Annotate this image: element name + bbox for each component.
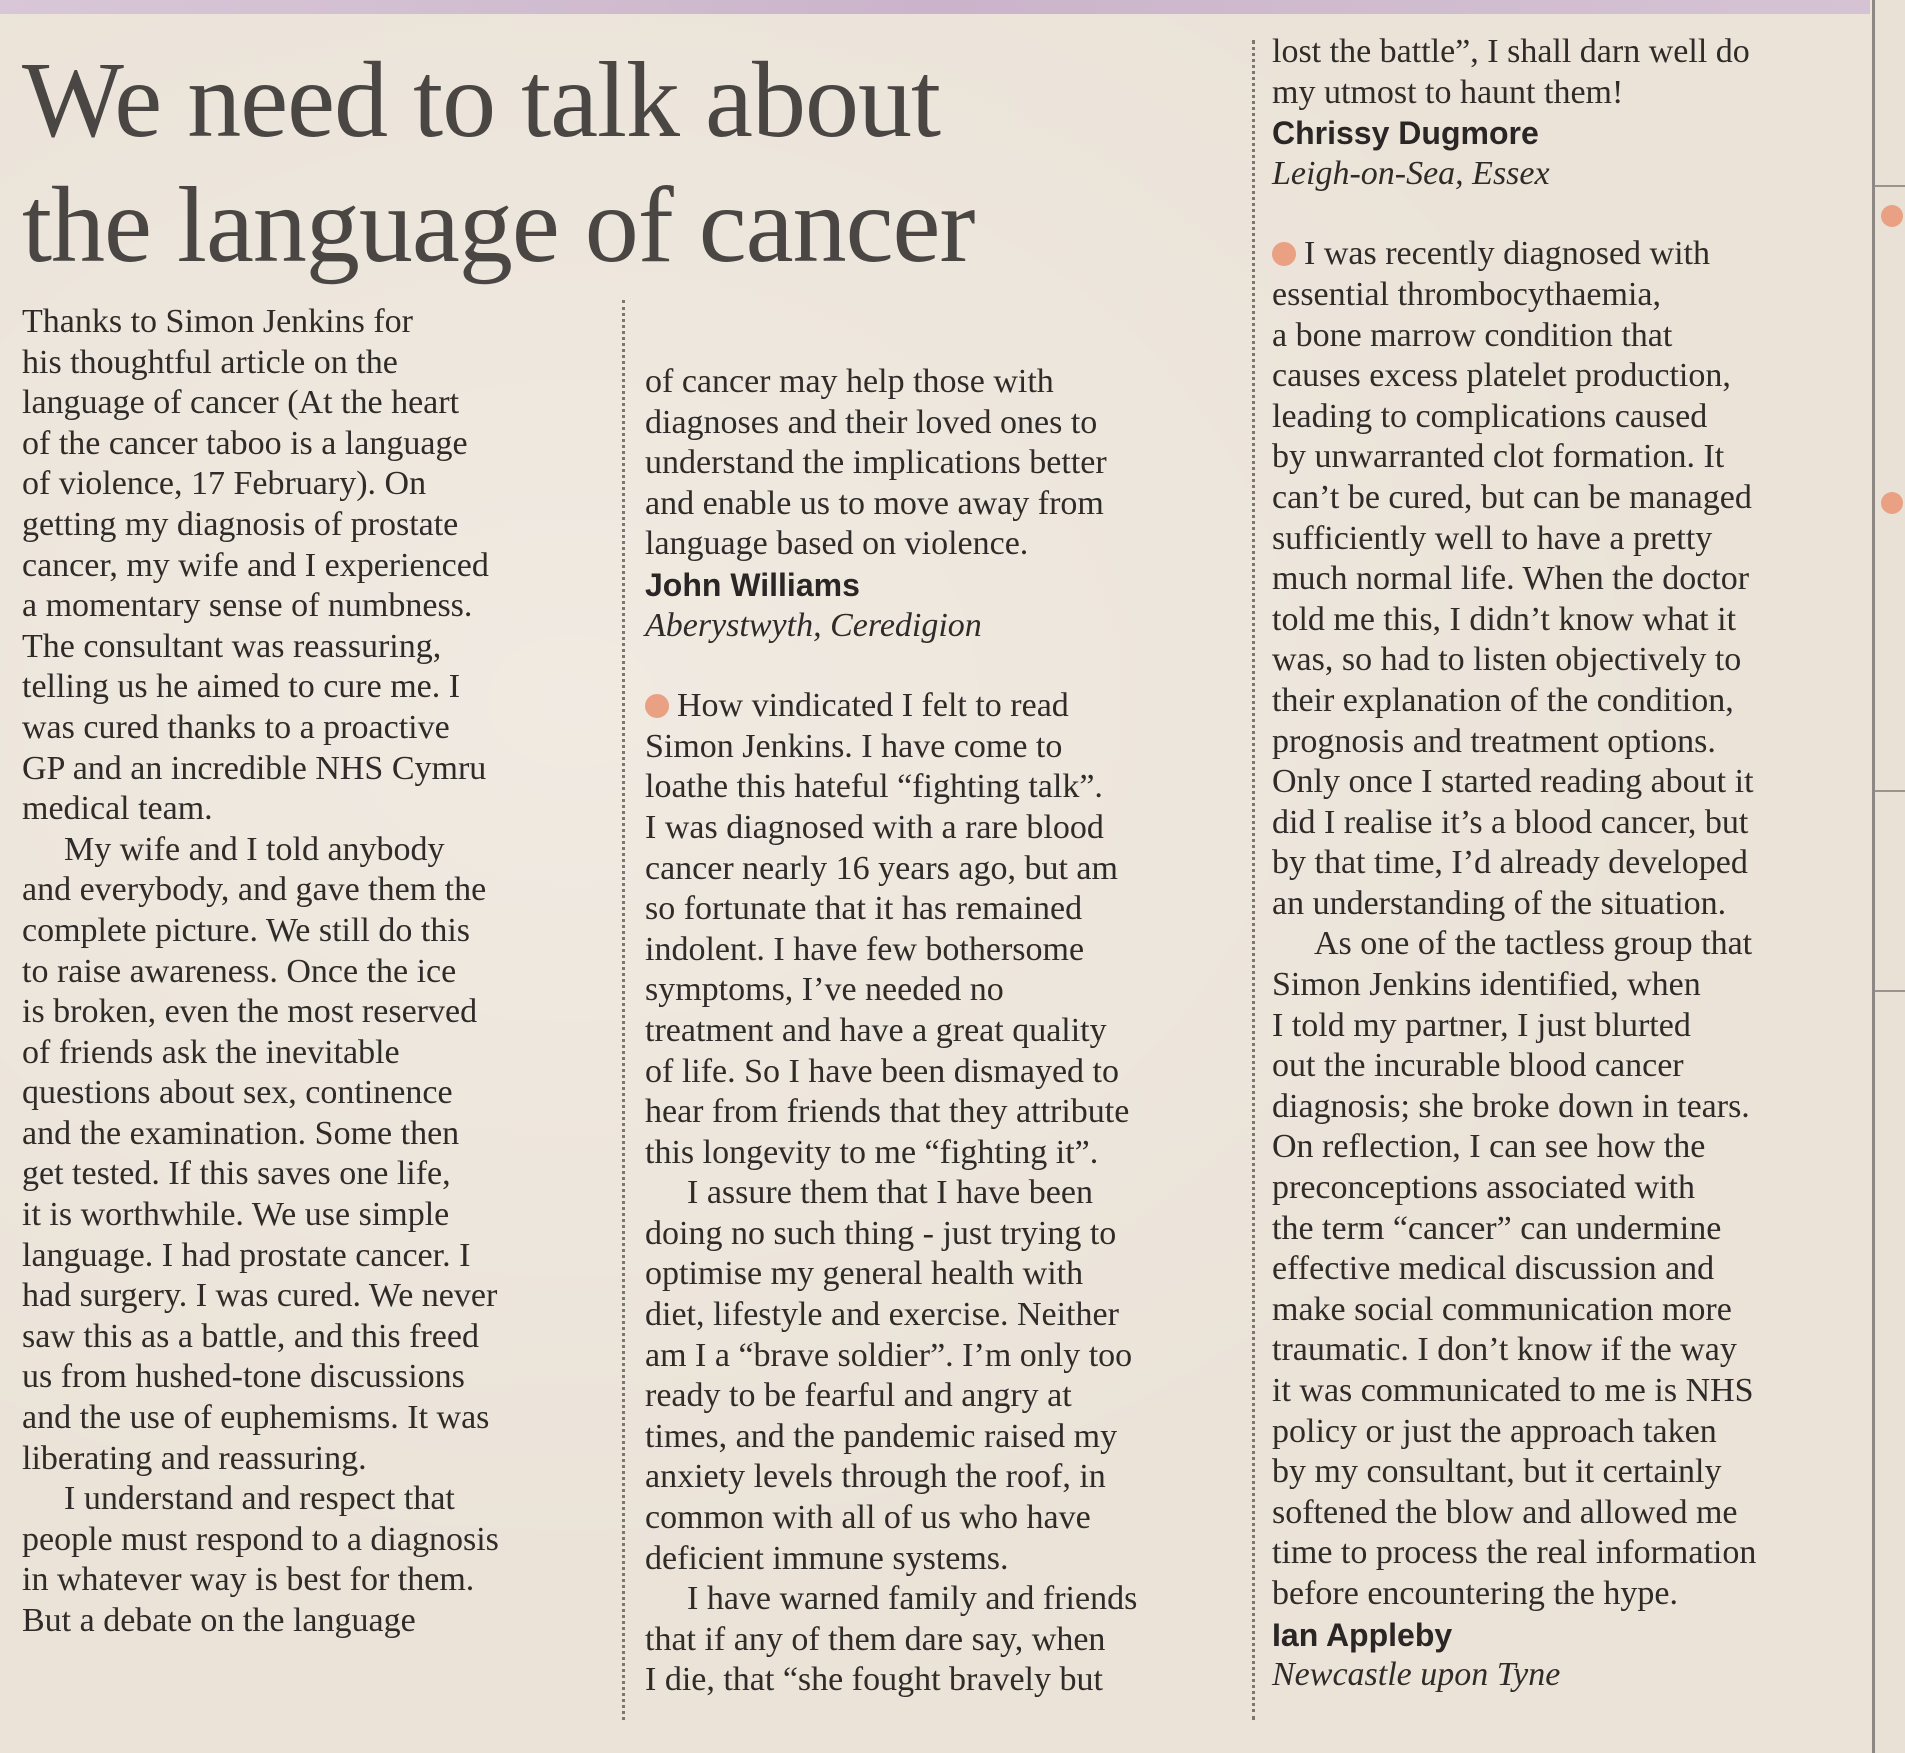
letter1-paragraph-4: of cancer may help those with diagnoses and their loved ones to understand the implications better and enable us to move away from language based on violence. <box>645 363 1107 563</box>
letter1-paragraph-2: My wife and I told anybody and everybody, and gave them the complete picture. We still do this to raise awareness. Once the ice is broken, even the most reserved of friends ask the inevitable questions about sex, continence and the examination. Some then get tested. If this saves one life, it is worthwhile. We use simple language. I had prostate cancer. I had surgery. I was cured. We never saw this as a battle, and this freed us from hushed-tone discussions and the use of euphemisms. It was liberating and reassuring. <box>22 830 498 1477</box>
signature-name-2: Chrissy Dugmore <box>1272 115 1539 152</box>
edge-bullet-dot-icon <box>1881 492 1903 514</box>
column-divider-2 <box>1252 40 1255 1720</box>
letter-spacer <box>1272 194 1872 234</box>
letter-spacer <box>645 646 1235 686</box>
signature-name-1: John Williams <box>645 566 860 603</box>
edge-rule <box>1875 790 1905 792</box>
column-2 <box>645 362 1235 1701</box>
letter3-paragraph-1: I was recently diagnosed with essential thrombocythaemia, a bone marrow condition that causes excess platelet production, leading to complications caused by unwarranted clot formation. It can’t be cured, but can be managed sufficiently well to have a pretty much normal life. When the doctor told me this, I didn’t know what it was, so had to listen objectively to their explanation of the condition, prognosis and treatment options. Only once I started reading about it did I realise it’s a blood cancer, but by that time, I’d already developed an understanding of the situation. <box>1272 235 1754 922</box>
letter2-paragraph-1: How vindicated I felt to read Simon Jenkins. I have come to loathe this hateful “fighting talk”. I was diagnosed with a rare blood cancer nearly 16 years ago, but am so fortunate that it has remained indolent. I have few bothersome symptoms, I’ve needed no treatment and have a great quality of life. So I have been dismayed to hear from friends that they attribute this longevity to me “fighting it”. <box>645 687 1130 1171</box>
bullet-dot-icon <box>1272 242 1296 266</box>
signature-place-3: Newcastle upon Tyne <box>1272 1656 1561 1694</box>
letter2-paragraph-2: I assure them that I have been doing no such thing - just trying to optimise my general health with diet, lifestyle and exercise. Neither am I a “brave soldier”. I’m only too ready to be fearful and angry at times, and the pandemic raised my anxiety levels through the roof, in common with all of us who have deficient immune systems. <box>645 1174 1133 1577</box>
column-3 <box>1272 32 1872 1696</box>
edge-bullet-dot-icon <box>1881 205 1903 227</box>
column-divider-1 <box>622 300 625 1720</box>
signature-place-1: Aberystwyth, Ceredigion <box>645 606 982 644</box>
top-colour-rule <box>0 0 1870 14</box>
signature-place-2: Leigh-on-Sea, Essex <box>1272 154 1550 192</box>
headline: We need to talk about the language of cancer <box>22 41 975 285</box>
column-1 <box>22 302 602 1642</box>
adjacent-column-edge <box>1872 0 1905 1753</box>
letter2-paragraph-3: I have warned family and friends that if any of them dare say, when I die, that “she fought bravely but <box>645 1580 1138 1699</box>
edge-rule <box>1875 185 1905 187</box>
letter1-paragraph-3: I understand and respect that people must respond to a diagnosis in whatever way is best for them. But a debate on the language <box>22 1480 499 1639</box>
letter1-paragraph-1: Thanks to Simon Jenkins for his thoughtful article on the language of cancer (At the heart of the cancer taboo is a language of violence, 17 February). On getting my diagnosis of prostate cancer, my wife and I experienced a momentary sense of numbness. The consultant was reassuring, telling us he aimed to cure me. I was cured thanks to a proactive GP and an incredible NHS Cymru medical team. <box>22 303 489 828</box>
signature-name-3: Ian Appleby <box>1272 1616 1453 1653</box>
bullet-dot-icon <box>645 694 669 718</box>
edge-rule <box>1875 990 1905 992</box>
letter3-paragraph-2: As one of the tactless group that Simon Jenkins identified, when I told my partner, I just blurted out the incurable blood cancer diagnosis; she broke down in tears. On reflection, I can see how the preconceptions associated with the term “cancer” can undermine effective medical discussion and make social communication more traumatic. I don’t know if the way it was communicated to me is NHS policy or just the approach taken by my consultant, but it certainly softened the blow and allowed me time to process the real information before encountering the hype. <box>1272 925 1757 1612</box>
letter2-paragraph-4: lost the battle”, I shall darn well do my utmost to haunt them! <box>1272 33 1750 111</box>
